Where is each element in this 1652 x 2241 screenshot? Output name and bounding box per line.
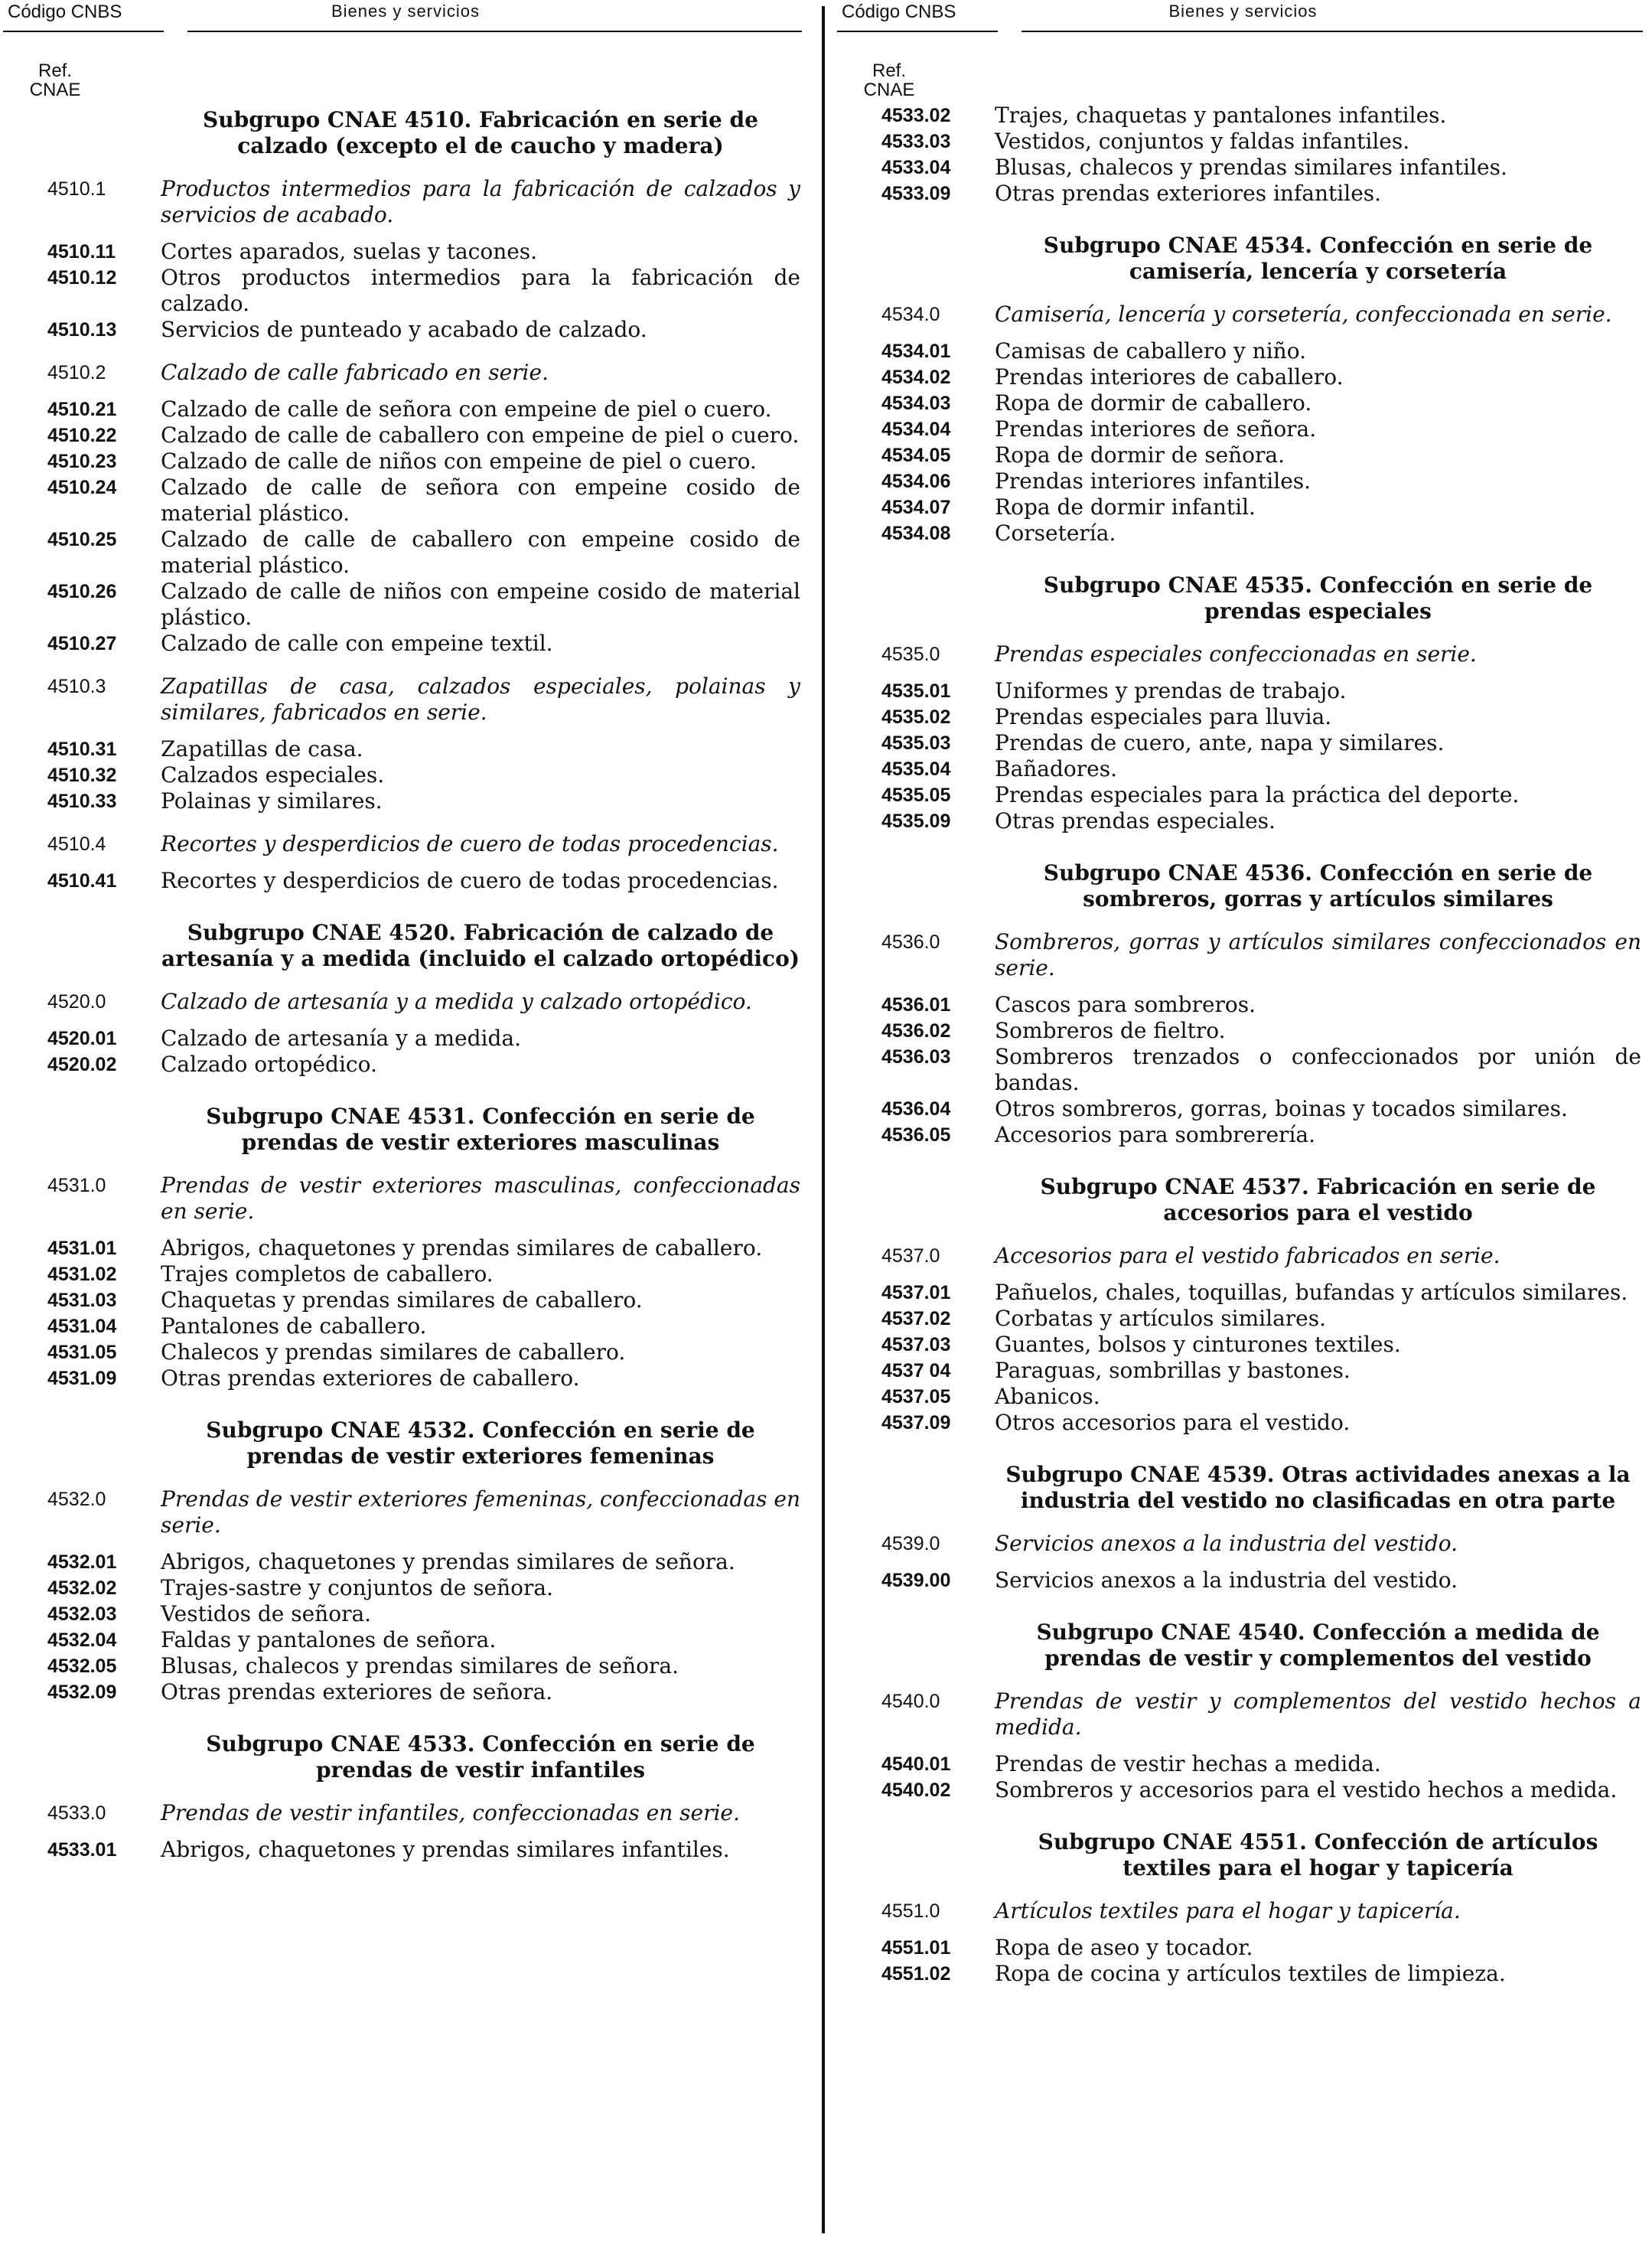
entry-code: 4510.26 [47, 581, 117, 602]
entry-code: 4533.0 [47, 1802, 106, 1824]
header-rule [187, 31, 802, 32]
goods-header: Bienes y servicios [1168, 2, 1318, 21]
item-entry [834, 1122, 1641, 1148]
item-entry [834, 520, 1641, 546]
entry-description: Abrigos, chaquetones y prendas similares infantiles. [161, 1837, 730, 1862]
item-entry [0, 1235, 800, 1261]
code-header: Código CNBS [842, 2, 956, 22]
entry-code: 4536.01 [881, 994, 951, 1016]
entry-code: 4531.0 [47, 1175, 106, 1196]
item-entry [0, 868, 800, 894]
entry-code: 4533.01 [47, 1839, 117, 1861]
category-entry [834, 1243, 1641, 1269]
entry-description: Otras prendas exteriores infantiles. [995, 181, 1382, 206]
item-entry [834, 1332, 1641, 1358]
entry-code: 4534.04 [881, 419, 951, 440]
entry-description: Trajes-sastre y conjuntos de señora. [161, 1575, 553, 1600]
subgroup-heading: Subgrupo CNAE 4551. Confección de artículos textiles para el hogar y tapicería [1038, 1829, 1598, 1881]
entry-description: Prendas de cuero, ante, napa y similares. [995, 730, 1445, 755]
entry-description: Cortes aparados, suelas y tacones. [161, 239, 538, 264]
entry-code: 4532.0 [47, 1489, 106, 1510]
entry-code: 4536.04 [881, 1098, 951, 1120]
item-entry [0, 1627, 800, 1653]
item-entry [834, 704, 1641, 730]
item-entry [0, 1653, 800, 1679]
item-entry [834, 1384, 1641, 1410]
right-column-body [834, 103, 1652, 1987]
entry-description: Otros sombreros, gorras, boinas y tocados similares. [995, 1096, 1568, 1121]
entry-description: Trajes, chaquetas y pantalones infantiles. [995, 103, 1447, 128]
item-entry [834, 1777, 1641, 1803]
entry-description: Camisería, lencería y corsetería, confeccionada en serie. [995, 302, 1612, 327]
category-entry [834, 1688, 1641, 1740]
entry-description: Otras prendas exteriores de señora. [161, 1679, 553, 1704]
item-entry [0, 1287, 800, 1313]
entry-description: Otras prendas especiales. [995, 808, 1276, 833]
entry-description: Bañadores. [995, 756, 1118, 781]
entry-code: 4510.27 [47, 633, 117, 654]
item-entry [0, 422, 800, 449]
item-entry [0, 239, 800, 265]
item-entry [0, 475, 800, 527]
item-entry [0, 579, 800, 631]
entry-code: 4510.33 [47, 791, 117, 812]
header-rule [1022, 31, 1643, 32]
entry-description: Camisas de caballero y niño. [995, 338, 1306, 364]
entry-description: Calzados especiales. [161, 762, 385, 788]
entry-description: Accesorios para el vestido fabricados en serie. [995, 1243, 1500, 1268]
entry-code: 4537.01 [881, 1282, 951, 1303]
item-entry [834, 494, 1641, 520]
entry-description: Abanicos. [995, 1384, 1100, 1409]
entry-code: 4534.02 [881, 367, 951, 388]
item-entry [834, 1018, 1641, 1044]
entry-code: 4531.09 [47, 1368, 117, 1389]
entry-description: Prendas de vestir infantiles, confeccionadas en serie. [161, 1800, 740, 1825]
item-entry [0, 788, 800, 814]
entry-code: 4537.05 [881, 1386, 951, 1408]
item-entry [834, 390, 1641, 416]
item-entry [834, 1280, 1641, 1306]
entry-description: Artículos textiles para el hogar y tapicería. [995, 1898, 1461, 1923]
entry-code: 4531.03 [47, 1290, 117, 1311]
entry-description: Polainas y similares. [161, 788, 383, 814]
entry-description: Recortes y desperdicios de cuero de todas procedencias. [161, 868, 779, 893]
entry-code: 4510.2 [47, 362, 106, 383]
entry-description: Prendas de vestir exteriores masculinas, confeccionadas en serie. [161, 1173, 800, 1224]
subgroup-heading: Subgrupo CNAE 4533. Confección en serie de prendas de vestir infantiles [206, 1731, 755, 1783]
item-entry [834, 129, 1641, 155]
category-entry [834, 302, 1641, 328]
category-entry [0, 1486, 800, 1538]
entry-code: 4532.05 [47, 1655, 117, 1677]
entry-code: 4533.02 [881, 105, 951, 126]
entry-description: Prendas especiales para lluvia. [995, 704, 1332, 729]
entry-code: 4551.01 [881, 1937, 951, 1959]
entry-description: Sombreros, gorras y artículos similares confeccionados en serie. [995, 929, 1641, 980]
entry-code: 4536.02 [881, 1020, 951, 1042]
entry-description: Prendas de vestir y complementos del vestido hechos a medida. [995, 1688, 1641, 1740]
entry-description: Paraguas, sombrillas y bastones. [995, 1358, 1351, 1383]
subgroup-heading: Subgrupo CNAE 4531. Confección en serie de prendas de vestir exteriores masculinas [206, 1104, 755, 1155]
item-entry [0, 631, 800, 657]
item-entry [0, 449, 800, 475]
entry-code: 4540.01 [881, 1753, 951, 1775]
entry-description: Cascos para sombreros. [995, 992, 1256, 1017]
subgroup-heading: Subgrupo CNAE 4532. Confección en serie de prendas de vestir exteriores femeninas [206, 1417, 755, 1469]
entry-code: 4532.04 [47, 1629, 117, 1651]
entry-code: 4510.32 [47, 765, 117, 786]
entry-description: Otros accesorios para el vestido. [995, 1410, 1351, 1435]
item-entry [0, 762, 800, 788]
subgroup-heading: Subgrupo CNAE 4534. Confección en serie de camisería, lencería y corsetería [1043, 233, 1593, 284]
entry-description: Sombreros de fieltro. [995, 1018, 1226, 1043]
entry-description: Calzado de calle de señora con empeine de piel o cuero. [161, 396, 772, 422]
entry-description: Calzado de artesanía y a medida y calzado ortopédico. [161, 989, 752, 1014]
item-entry [834, 992, 1641, 1018]
item-entry [0, 1026, 800, 1052]
entry-description: Ropa de dormir de señora. [995, 442, 1285, 468]
entry-code: 4534.01 [881, 341, 951, 362]
entry-code: 4537.09 [881, 1412, 951, 1434]
entry-code: 4551.0 [881, 1900, 940, 1922]
entry-code: 4510.12 [47, 267, 117, 289]
item-entry [834, 338, 1641, 364]
entry-code: 4534.0 [881, 304, 940, 325]
entry-code: 4534.06 [881, 471, 951, 492]
category-entry [0, 989, 800, 1015]
item-entry [834, 782, 1641, 808]
item-entry [834, 756, 1641, 782]
entry-description: Calzado ortopédico. [161, 1052, 377, 1077]
item-entry [834, 730, 1641, 756]
category-entry [0, 674, 800, 726]
category-entry [834, 641, 1641, 667]
entry-description: Corsetería. [995, 520, 1116, 546]
entry-description: Accesorios para sombrerería. [995, 1122, 1315, 1147]
entry-code: 4510.1 [47, 178, 106, 200]
entry-description: Prendas de vestir exteriores femeninas, confeccionadas en serie. [161, 1486, 800, 1538]
entry-code: 4510.25 [47, 529, 117, 550]
entry-description: Calzado de calle de señora con empeine cosido de material plástico. [161, 475, 800, 526]
entry-code: 4531.05 [47, 1342, 117, 1363]
subgroup-heading: Subgrupo CNAE 4539. Otras actividades anexas a la industria del vestido no clasificadas en otra parte [1005, 1462, 1631, 1513]
subgroup-heading: Subgrupo CNAE 4520. Fabricación de calzado de artesanía y a medida (incluido el calzado ortopédico) [161, 920, 800, 971]
item-entry [834, 678, 1641, 704]
entry-description: Abrigos, chaquetones y prendas similares de caballero. [161, 1235, 763, 1261]
ref-cnae-label: Ref. CNAE [29, 60, 81, 100]
item-entry [834, 181, 1641, 207]
entry-code: 4539.0 [881, 1533, 940, 1554]
entry-description: Calzado de calle de caballero con empeine cosido de material plástico. [161, 527, 800, 578]
right-column [834, 0, 1652, 2241]
entry-description: Calzado de calle con empeine textil. [161, 631, 553, 656]
entry-code: 4520.0 [47, 991, 106, 1013]
entry-description: Vestidos de señora. [161, 1601, 372, 1626]
entry-description: Trajes completos de caballero. [161, 1261, 494, 1287]
entry-code: 4510.31 [47, 739, 117, 760]
entry-description: Prendas de vestir hechas a medida. [995, 1751, 1381, 1776]
entry-code: 4540.02 [881, 1779, 951, 1801]
entry-code: 4532.01 [47, 1551, 117, 1573]
header-rule [837, 31, 998, 32]
item-entry [834, 1935, 1641, 1961]
entry-code: 4510.23 [47, 451, 117, 472]
entry-code: 4510.3 [47, 676, 106, 697]
item-entry [834, 1567, 1641, 1593]
item-entry [0, 1601, 800, 1627]
entry-description: Prendas especiales para la práctica del deporte. [995, 782, 1520, 807]
entry-code: 4532.02 [47, 1577, 117, 1599]
entry-code: 4535.02 [881, 706, 951, 728]
item-entry [0, 317, 800, 343]
category-entry [0, 360, 800, 386]
category-entry [0, 1173, 800, 1225]
entry-code: 4535.03 [881, 732, 951, 754]
entry-description: Calzado de calle fabricado en serie. [161, 360, 549, 385]
entry-description: Otras prendas exteriores de caballero. [161, 1365, 580, 1391]
header-rule [3, 31, 164, 32]
entry-code: 4536.05 [881, 1124, 951, 1146]
goods-header: Bienes y servicios [331, 2, 481, 21]
entry-description: Pañuelos, chales, toquillas, bufandas y artículos similares. [995, 1280, 1628, 1305]
item-entry [0, 1339, 800, 1365]
entry-code: 4537.03 [881, 1334, 951, 1355]
entry-code: 4510.11 [47, 241, 116, 263]
entry-description: Prendas interiores infantiles. [995, 468, 1311, 494]
entry-description: Sombreros trenzados o confeccionados por unión de bandas. [995, 1044, 1641, 1095]
entry-description: Chalecos y prendas similares de caballero. [161, 1339, 626, 1365]
item-entry [0, 1575, 800, 1601]
item-entry [0, 1052, 800, 1078]
entry-code: 4510.21 [47, 399, 117, 420]
entry-code: 4531.01 [47, 1238, 117, 1259]
entry-description: Ropa de dormir de caballero. [995, 390, 1312, 416]
category-entry [0, 831, 800, 857]
entry-description: Faldas y pantalones de señora. [161, 1627, 497, 1652]
entry-code: 4540.0 [881, 1691, 940, 1712]
ref-cnae-label: Ref. CNAE [863, 60, 915, 100]
subgroup-heading: Subgrupo CNAE 4535. Confección en serie de prendas especiales [1043, 572, 1593, 624]
item-entry [834, 1961, 1641, 1987]
item-entry [0, 1837, 800, 1863]
item-entry [834, 416, 1641, 442]
item-entry [0, 1313, 800, 1339]
item-entry [0, 1261, 800, 1287]
entry-code: 4532.09 [47, 1682, 117, 1703]
item-entry [0, 527, 800, 579]
category-entry [834, 1898, 1641, 1924]
entry-description: Blusas, chalecos y prendas similares de señora. [161, 1653, 679, 1678]
entry-code: 4534.05 [881, 445, 951, 466]
item-entry [0, 1549, 800, 1575]
entry-code: 4535.04 [881, 758, 951, 780]
entry-description: Ropa de cocina y artículos textiles de limpieza. [995, 1961, 1506, 1986]
subgroup-heading: Subgrupo CNAE 4537. Fabricación en serie de accesorios para el vestido [1040, 1174, 1596, 1225]
entry-description: Vestidos, conjuntos y faldas infantiles. [995, 129, 1410, 154]
entry-description: Sombreros y accesorios para el vestido hechos a medida. [995, 1777, 1618, 1802]
entry-code: 4510.24 [47, 477, 117, 498]
item-entry [834, 1751, 1641, 1777]
item-entry [834, 1306, 1641, 1332]
entry-description: Calzado de calle de niños con empeine cosido de material plástico. [161, 579, 800, 630]
category-entry [834, 1531, 1641, 1557]
entry-description: Blusas, chalecos y prendas similares infantiles. [995, 155, 1507, 180]
entry-code: 4532.03 [47, 1603, 117, 1625]
entry-description: Servicios anexos a la industria del vestido. [995, 1531, 1458, 1556]
item-entry [834, 364, 1641, 390]
entry-description: Calzado de calle de caballero con empeine de piel o cuero. [161, 422, 800, 448]
column-header [834, 0, 1652, 37]
entry-code: 4537.0 [881, 1245, 940, 1267]
column-header [0, 0, 811, 37]
item-entry [834, 808, 1641, 834]
item-entry [0, 736, 800, 762]
code-header: Código CNBS [8, 2, 122, 22]
entry-description: Recortes y desperdicios de cuero de todas procedencias. [161, 831, 779, 856]
subgroup-heading: Subgrupo CNAE 4510. Fabricación en serie de calzado (excepto el de caucho y madera) [203, 107, 758, 158]
entry-description: Servicios anexos a la industria del vestido. [995, 1567, 1458, 1593]
entry-description: Productos intermedios para la fabricación de calzados y servicios de acabado. [161, 176, 800, 227]
entry-code: 4537.02 [881, 1308, 951, 1329]
entry-description: Zapatillas de casa. [161, 736, 363, 762]
entry-description: Guantes, bolsos y cinturones textiles. [995, 1332, 1401, 1357]
entry-description: Ropa de aseo y tocador. [995, 1935, 1253, 1960]
entry-description: Calzado de artesanía y a medida. [161, 1026, 521, 1051]
entry-description: Pantalones de caballero. [161, 1313, 427, 1339]
column-divider [822, 6, 825, 2233]
entry-code: 4520.01 [47, 1028, 117, 1049]
category-entry [834, 929, 1641, 981]
entry-code: 4520.02 [47, 1054, 117, 1075]
entry-code: 4533.03 [881, 131, 951, 152]
entry-code: 4535.01 [881, 680, 951, 702]
entry-code: 4539.00 [881, 1570, 951, 1591]
entry-code: 4533.04 [881, 157, 951, 178]
item-entry [834, 103, 1641, 129]
entry-code: 4510.22 [47, 425, 117, 446]
entry-code: 4536.0 [881, 931, 940, 953]
entry-description: Otros productos intermedios para la fabricación de calzado. [161, 265, 800, 316]
item-entry [834, 1096, 1641, 1122]
entry-description: Prendas interiores de caballero. [995, 364, 1344, 390]
entry-code: 4535.0 [881, 644, 940, 665]
entry-code: 4533.09 [881, 183, 951, 204]
entry-code: 4510.13 [47, 319, 117, 341]
category-entry [0, 1800, 800, 1826]
left-column-body [0, 107, 811, 1863]
entry-description: Servicios de punteado y acabado de calzado. [161, 317, 647, 342]
entry-code: 4535.05 [881, 785, 951, 806]
item-entry [834, 1044, 1641, 1096]
entry-code: 4531.02 [47, 1264, 117, 1285]
item-entry [834, 468, 1641, 494]
entry-code: 4534.03 [881, 393, 951, 414]
subgroup-heading: Subgrupo CNAE 4536. Confección en serie de sombreros, gorras y artículos similares [1043, 860, 1593, 912]
entry-description: Zapatillas de casa, calzados especiales, polainas y similares, fabricados en serie. [161, 674, 800, 725]
entry-code: 4537 04 [881, 1360, 951, 1381]
subgroup-heading: Subgrupo CNAE 4540. Confección a medida de prendas de vestir y complementos del vestido [1036, 1620, 1600, 1671]
entry-description: Abrigos, chaquetones y prendas similares de señora. [161, 1549, 735, 1574]
item-entry [834, 1410, 1641, 1436]
entry-code: 4510.41 [47, 870, 117, 892]
entry-code: 4551.02 [881, 1963, 951, 1985]
item-entry [0, 396, 800, 422]
item-entry [834, 1358, 1641, 1384]
entry-code: 4535.09 [881, 811, 951, 832]
entry-code: 4534.08 [881, 523, 951, 544]
entry-description: Calzado de calle de niños con empeine de piel o cuero. [161, 449, 757, 474]
item-entry [834, 155, 1641, 181]
item-entry [0, 1365, 800, 1391]
entry-description: Uniformes y prendas de trabajo. [995, 678, 1347, 703]
entry-code: 4510.4 [47, 833, 106, 855]
item-entry [0, 1679, 800, 1705]
left-column [0, 0, 811, 2241]
entry-description: Prendas especiales confeccionadas en serie. [995, 641, 1477, 667]
entry-code: 4531.04 [47, 1316, 117, 1337]
entry-description: Chaquetas y prendas similares de caballero. [161, 1287, 643, 1313]
entry-description: Corbatas y artículos similares. [995, 1306, 1327, 1331]
entry-description: Prendas interiores de señora. [995, 416, 1317, 442]
category-entry [0, 176, 800, 228]
item-entry [0, 265, 800, 317]
entry-code: 4534.07 [881, 497, 951, 518]
entry-code: 4536.03 [881, 1046, 951, 1068]
entry-description: Ropa de dormir infantil. [995, 494, 1256, 520]
item-entry [834, 442, 1641, 468]
